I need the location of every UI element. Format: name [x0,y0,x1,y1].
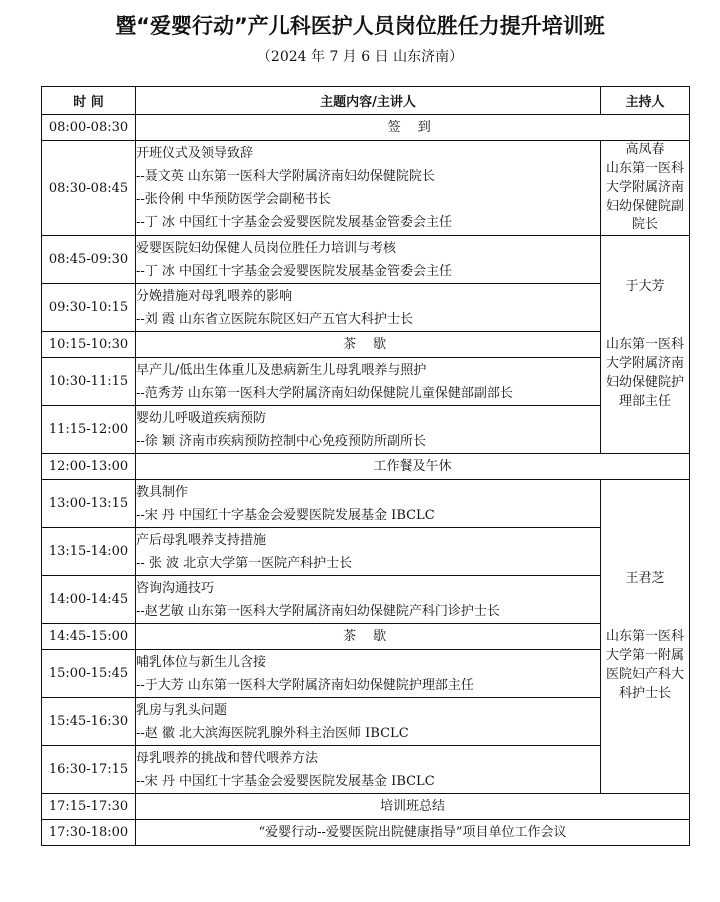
host-cell [601,480,690,794]
topic-cell [136,794,690,820]
host-name: 高凤春 [625,142,665,157]
topic-title: 工作餐及午休 [373,459,452,475]
table-row [42,820,690,846]
time-cell: 15:45-16:30 [42,698,136,746]
time-cell: 17:30-18:00 [42,820,136,846]
topic-cell [136,480,601,528]
table-row [42,236,690,284]
time-cell: 13:00-13:15 [42,480,136,528]
topic-title: 教具制作 [136,484,189,500]
topic-title: 分娩措施对母乳喂养的影响 [136,288,293,304]
topic-cell [136,284,601,332]
topic-cell [136,576,601,624]
page-title: 暨“爱婴行动”产儿科医护人员岗位胜任力提升培训班 [115,14,605,38]
schedule-body [42,115,690,846]
time-cell: 13:15-14:00 [42,528,136,576]
topic-cell [136,358,601,406]
speaker-line: -- 张 波 北京大学第一医院产科护士长 [136,555,353,571]
topic-title: 培训班总结 [379,799,445,815]
topic-cell [136,406,601,454]
host-org: 山东第一医科大学第一附属医院妇产科大科护士长 [605,629,684,701]
topic-title: 婴幼儿呼吸道疾病预防 [136,410,267,426]
topic-title: 乳房与乳头问题 [136,702,228,718]
speaker-line: --刘 霞 山东省立医院东院区妇产五官大科护士长 [136,311,414,327]
host-name: 于大芳 [625,278,665,294]
topic-title: 茶 歇 [343,337,393,353]
time-cell: 08:45-09:30 [42,236,136,284]
header-topic: 主题内容/主讲人 [136,87,601,115]
speaker-line: --张伶俐 中华预防医学会副秘书长 [136,192,331,208]
topic-title: 签 到 [387,120,438,135]
host-org: 山东第一医科大学附属济南妇幼保健院护理部主任 [605,337,684,409]
topic-cell [136,820,690,846]
topic-title: 哺乳体位与新生儿含接 [136,654,267,670]
host-cell [601,236,690,454]
host-org: 山东第一医科大学附属济南妇幼保健院副院长 [605,160,684,233]
table-row [42,698,690,746]
time-cell: 10:30-11:15 [42,358,136,406]
speaker-line: --徐 颖 济南市疾病预防控制中心免疫预防所副所长 [136,433,427,449]
time-cell: 12:00-13:00 [42,454,136,480]
topic-cell [136,332,601,358]
table-row [42,358,690,406]
speaker-line: --范秀芳 山东第一医科大学附属济南妇幼保健院儿童保健部副部长 [136,385,513,401]
topic-cell [136,236,601,284]
topic-cell [136,746,601,794]
topic-title: 产后母乳喂养支持措施 [136,532,267,548]
topic-title: 茶 歇 [343,629,393,645]
table-row [42,576,690,624]
time-cell: 14:45-15:00 [42,624,136,650]
time-cell: 08:00-08:30 [42,115,136,141]
topic-cell [136,650,601,698]
speaker-line: --宋 丹 中国红十字基金会爱婴医院发展基金 IBCLC [136,773,435,789]
topic-title: “爱婴行动--爱婴医院出院健康指导”项目单位工作会议 [258,825,567,841]
topic-title: 母乳喂养的挑战和替代喂养方法 [136,750,319,766]
table-row [42,480,690,528]
topic-cell [136,115,690,141]
topic-title: 咨询沟通技巧 [136,580,215,596]
table-row [42,115,690,141]
table-row [42,624,690,650]
time-cell: 17:15-17:30 [42,794,136,820]
speaker-line: --聂文英 山东第一医科大学附属济南妇幼保健院院长 [136,169,435,185]
topic-cell [136,454,690,480]
table-row [42,528,690,576]
table-row [42,284,690,332]
host-name: 王君芝 [625,570,665,586]
speaker-line: --于大芳 山东第一医科大学附属济南妇幼保健院护理部主任 [136,677,474,693]
speaker-line: --丁 冰 中国红十字基金会爱婴医院发展基金管委会主任 [136,215,453,231]
topic-cell [136,141,601,236]
topic-cell [136,624,601,650]
speaker-line: --宋 丹 中国红十字基金会爱婴医院发展基金 IBCLC [136,507,435,523]
speaker-line: --丁 冰 中国红十字基金会爱婴医院发展基金管委会主任 [136,263,453,279]
header-time: 时 间 [42,87,136,115]
table-row [42,650,690,698]
table-row [42,406,690,454]
topic-cell [136,698,601,746]
topic-title: 开班仪式及领导致辞 [136,146,254,162]
table-row [42,746,690,794]
topic-cell [136,528,601,576]
schedule-table [41,86,690,846]
speaker-line: --赵 徽 北大滨海医院乳腺外科主治医师 IBCLC [136,725,409,741]
time-cell: 11:15-12:00 [42,406,136,454]
time-cell: 09:30-10:15 [42,284,136,332]
speaker-line: --赵艺敏 山东第一医科大学附属济南妇幼保健院产科门诊护士长 [136,603,500,619]
table-row [42,454,690,480]
time-cell: 10:15-10:30 [42,332,136,358]
table-header-row [42,87,690,115]
topic-title: 爱婴医院妇幼保健人员岗位胜任力培训与考核 [136,240,397,256]
time-cell: 16:30-17:15 [42,746,136,794]
table-row [42,141,690,236]
time-cell: 14:00-14:45 [42,576,136,624]
topic-title: 早产儿/低出生体重儿及患病新生儿母乳喂养与照护 [136,362,427,378]
header-host: 主持人 [601,87,690,115]
table-row [42,794,690,820]
time-cell: 15:00-15:45 [42,650,136,698]
page-subtitle: （2024 年 7 月 6 日 山东济南） [256,49,464,65]
host-cell [601,141,690,236]
time-cell: 08:30-08:45 [42,141,136,236]
table-row [42,332,690,358]
